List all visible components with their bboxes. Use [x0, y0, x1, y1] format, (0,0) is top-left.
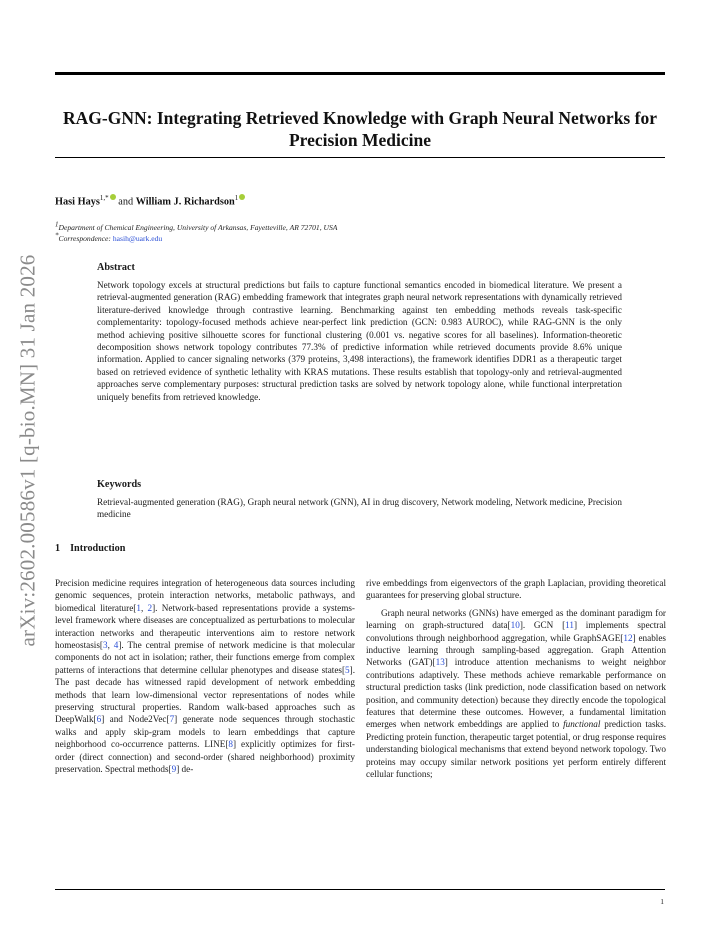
abstract-text: Network topology excels at structural predictions but fails to capture functional semantics encoded in biomedical literature. We present a retrieval-augmented generation (RAG) embedding framework that integrates graph neural network representations with dynamically retrieved literature-derived knowledge through contrastive learning. Benchmarking against ten embedding methods reveals task-specific complementarity: topology-focused methods achieve near-perfect link prediction (GCN: 0.983 AUROC), while RAG-GNN is the only method achieving positive silhouette scores for functional clustering (0.001 vs. negative scores for all baselines). Information-theoretic decomposition shows network topology contributes 77.3% of predictive information while retrieved documents provide 8.6% unique information. Applied to cancer signaling networks (379 proteins, 3,498 interactions), the framework identifies DDR1 as a therapeutic target based on retrieved evidence of synthetic lethality with KRAS mutations. These results establish that topology-only and retrieval-augmented approaches serve complementary purposes: structural prediction tasks are solved by network topology alone, while functional interpretation uniquely benefits from retrieved knowledge. — [97, 280, 622, 402]
citation-link[interactable]: 3 — [102, 640, 108, 651]
author-1-sup: 1,* — [99, 194, 109, 202]
body-text: , — [107, 640, 114, 651]
footer-rule — [55, 889, 665, 890]
affiliation-text: Department of Chemical Engineering, University of Arkansas, Fayetteville, AR 72701, USA — [58, 223, 338, 232]
citation-link[interactable]: 12 — [623, 632, 633, 643]
correspondence-sup: * — [55, 231, 59, 240]
author-2-sup: 1 — [234, 194, 239, 202]
citation-link[interactable]: 11 — [565, 620, 574, 631]
body-text: prediction tasks. Predicting protein function, therapeutic target potential, or drug response requires understanding biological mechanisms that extend beyond network topology. Two proteins may occupy similar network positions yet perform entirely different cellular functions; — [366, 719, 666, 780]
paragraph — [55, 577, 355, 776]
body-text: ] implements spectral convolutions through neighborhood aggregation, while GraphSAGE[ — [366, 620, 666, 643]
body-text: ] introduce attention mechanisms to weight neighbor contributions adaptively. These methods achieve remarkable performance on structural prediction tasks (link prediction, node classification based on network position, and community detection) because they directly encode the topological features that determine these outcomes. However, a fundamental limitation emerges when network embeddings are applied to — [366, 657, 666, 730]
abstract — [97, 262, 622, 403]
affiliation-line — [55, 222, 337, 233]
orcid-icon[interactable] — [239, 194, 245, 200]
author-1: Hasi Hays — [55, 196, 100, 208]
citation-link[interactable]: 5 — [345, 664, 350, 675]
correspondence-line — [55, 233, 337, 244]
body-text: ]. The central premise of network medicine is that molecular components do not act in isolation; rather, their functions emerge from complex patterns of interactions that determine cellular phenotypes and disease states[ — [55, 640, 355, 675]
citation-link[interactable]: 6 — [96, 714, 102, 725]
citation-link[interactable]: 2 — [147, 602, 153, 613]
body-text: ] de- — [176, 764, 194, 775]
section-number: 1 — [55, 543, 61, 554]
section-title: Introduction — [70, 543, 126, 554]
body-text: ] explicitly optimizes for first-order (direct connection) and second-order (shared neighborhood) proximity preservation. Spectral methods[ — [55, 739, 355, 775]
citation-link[interactable]: 4 — [113, 640, 119, 651]
arxiv-id: arXiv:2602.00586v1 [q-bio.MN] 31 Jan 2026 — [15, 254, 40, 646]
citation-link[interactable]: 1 — [136, 602, 141, 613]
affiliations — [55, 222, 337, 244]
page-number: 1 — [660, 897, 664, 906]
keywords-text: Retrieval-augmented generation (RAG), Graph neural network (GNN), AI in drug discovery, Network modeling, Network medicine, Precision medicine — [97, 497, 622, 520]
paragraph — [366, 607, 666, 781]
right-column — [366, 577, 666, 781]
body-text: Precision medicine requires integration of heterogeneous data sources including genomic sequences, protein interaction networks, metabolic pathways, and biomedical literature[ — [55, 578, 355, 613]
body-text: ]. GCN [ — [519, 620, 566, 631]
body-text: ] generate node sequences through stochastic walks and apply skip-gram models to learn embeddings that capture neighborhood co-occurrence patterns. LINE[ — [55, 714, 355, 750]
body-text: Graph neural networks (GNNs) have emerged as the dominant paradigm for learning on graph-structured data[ — [366, 607, 666, 631]
citation-link[interactable]: 8 — [228, 739, 233, 750]
keywords-heading: Keywords — [97, 479, 142, 490]
body-text: , — [140, 602, 148, 613]
paragraph: rive embeddings from eigenvectors of the graph Laplacian, providing theoretical guarantees for preserving global structure. — [366, 578, 666, 601]
correspondence-label: Correspondence: — [58, 234, 113, 243]
abstract-heading: Abstract — [97, 262, 135, 273]
citation-link[interactable]: 13 — [435, 657, 445, 668]
body-text: ]. Network-based representations provide a systems-level framework where diseases are conceptualized as perturbations to molecular interaction networks and therapeutic interventions aim to restore network homeostasis[ — [55, 602, 355, 651]
section-heading — [55, 543, 125, 554]
top-rule — [55, 72, 665, 75]
left-column — [55, 577, 355, 776]
keywords — [97, 479, 622, 521]
body-text: ] enables inductive learning through sampling-based aggregation. Graph Attention Networks (GAT)[ — [366, 632, 667, 668]
title-rule — [55, 157, 665, 158]
correspondence-email-link[interactable]: hasih@uark.edu — [112, 234, 163, 243]
affiliation-sup: 1 — [55, 220, 59, 229]
body-text: ] and Node2Vec[ — [101, 714, 170, 725]
emphasis-text: functional — [563, 719, 601, 730]
paper-title: RAG-GNN: Integrating Retrieved Knowledge with Graph Neural Networks for Precision Medicine — [63, 107, 657, 150]
body-text: ]. The past decade has witnessed rapid development of network embedding methods that learn low-dimensional vector representations of nodes while preserving structural properties. Random walk-based approaches such as DeepWalk[ — [55, 664, 355, 725]
author-joiner: and — [115, 196, 136, 208]
author-line — [55, 194, 245, 207]
citation-link[interactable]: 7 — [169, 714, 175, 725]
citation-link[interactable]: 9 — [171, 764, 177, 775]
author-2: William J. Richardson — [135, 196, 235, 208]
arxiv-watermark — [8, 230, 48, 670]
citation-link[interactable]: 10 — [510, 620, 520, 631]
